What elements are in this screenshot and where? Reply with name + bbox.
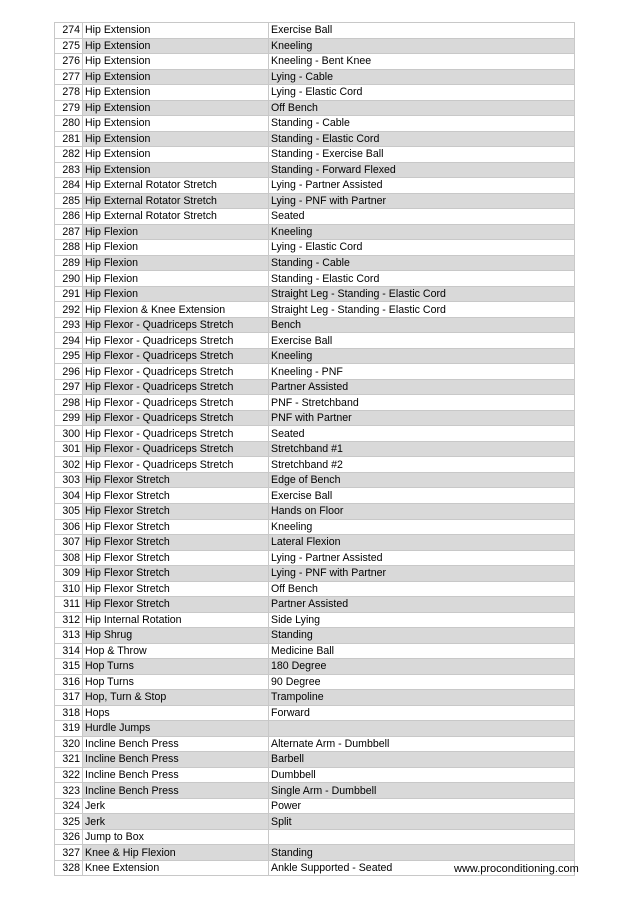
exercise-name-cell: Hip Flexion: [83, 271, 269, 287]
row-number-cell: 285: [55, 193, 83, 209]
exercise-variation-cell: Single Arm - Dumbbell: [269, 783, 575, 799]
exercise-variation-cell: Power: [269, 798, 575, 814]
row-number-cell: 286: [55, 209, 83, 225]
exercise-name-cell: Hip Extension: [83, 23, 269, 39]
exercise-variation-cell: Standing: [269, 845, 575, 861]
row-number-cell: 304: [55, 488, 83, 504]
exercise-name-cell: Hip Extension: [83, 131, 269, 147]
row-number-cell: 292: [55, 302, 83, 318]
row-number-cell: 297: [55, 379, 83, 395]
exercise-name-cell: Incline Bench Press: [83, 783, 269, 799]
exercise-name-cell: Hip Extension: [83, 85, 269, 101]
exercise-name-cell: Incline Bench Press: [83, 736, 269, 752]
row-number-cell: 291: [55, 286, 83, 302]
website-watermark: www.proconditioning.com: [454, 863, 579, 875]
row-number-cell: 312: [55, 612, 83, 628]
table-row: [55, 783, 575, 799]
exercise-name-cell: Jump to Box: [83, 829, 269, 845]
row-number-cell: 275: [55, 38, 83, 54]
exercise-variation-cell: Kneeling: [269, 519, 575, 535]
row-number-cell: 316: [55, 674, 83, 690]
row-number-cell: 321: [55, 752, 83, 768]
row-number-cell: 276: [55, 54, 83, 70]
table-row: [55, 674, 575, 690]
table-row: [55, 503, 575, 519]
exercise-name-cell: Hip Flexor Stretch: [83, 535, 269, 551]
exercise-variation-cell: Seated: [269, 209, 575, 225]
row-number-cell: 315: [55, 659, 83, 675]
table-row: [55, 566, 575, 582]
row-number-cell: 317: [55, 690, 83, 706]
exercise-variation-cell: Exercise Ball: [269, 333, 575, 349]
row-number-cell: 308: [55, 550, 83, 566]
row-number-cell: 328: [55, 860, 83, 876]
exercise-variation-cell: Partner Assisted: [269, 379, 575, 395]
exercise-variation-cell: Off Bench: [269, 100, 575, 116]
exercise-name-cell: Hip Flexor - Quadriceps Stretch: [83, 364, 269, 380]
table-row: [55, 255, 575, 271]
row-number-cell: 298: [55, 395, 83, 411]
exercise-name-cell: Hip Extension: [83, 116, 269, 132]
table-row: [55, 736, 575, 752]
exercise-name-cell: Hip Extension: [83, 147, 269, 163]
table-row: [55, 100, 575, 116]
exercise-name-cell: Hip Shrug: [83, 628, 269, 644]
exercise-name-cell: Hip Flexor Stretch: [83, 503, 269, 519]
exercise-name-cell: Hip Flexion: [83, 255, 269, 271]
exercise-name-cell: Hip Flexor Stretch: [83, 566, 269, 582]
exercise-variation-cell: Kneeling: [269, 224, 575, 240]
exercise-name-cell: Hip Flexor Stretch: [83, 488, 269, 504]
exercise-name-cell: Hops: [83, 705, 269, 721]
exercise-name-cell: Hip Flexion: [83, 224, 269, 240]
exercise-name-cell: Jerk: [83, 814, 269, 830]
exercise-variation-cell: [269, 721, 575, 737]
row-number-cell: 306: [55, 519, 83, 535]
exercise-variation-cell: 90 Degree: [269, 674, 575, 690]
exercise-name-cell: Hip Flexor Stretch: [83, 597, 269, 613]
row-number-cell: 305: [55, 503, 83, 519]
table-row: [55, 271, 575, 287]
table-row: [55, 628, 575, 644]
exercise-variation-cell: Straight Leg - Standing - Elastic Cord: [269, 286, 575, 302]
row-number-cell: 313: [55, 628, 83, 644]
table-row: [55, 752, 575, 768]
table-row: [55, 441, 575, 457]
table-row: [55, 54, 575, 70]
table-row: [55, 457, 575, 473]
exercise-variation-cell: Standing - Cable: [269, 116, 575, 132]
table-row: [55, 581, 575, 597]
row-number-cell: 287: [55, 224, 83, 240]
row-number-cell: 290: [55, 271, 83, 287]
exercise-variation-cell: Kneeling: [269, 38, 575, 54]
exercise-variation-cell: Hands on Floor: [269, 503, 575, 519]
exercise-name-cell: Hip Extension: [83, 38, 269, 54]
row-number-cell: 307: [55, 535, 83, 551]
row-number-cell: 294: [55, 333, 83, 349]
row-number-cell: 284: [55, 178, 83, 194]
exercise-variation-cell: Lying - PNF with Partner: [269, 193, 575, 209]
row-number-cell: 302: [55, 457, 83, 473]
exercise-variation-cell: Stretchband #1: [269, 441, 575, 457]
row-number-cell: 310: [55, 581, 83, 597]
table-row: [55, 550, 575, 566]
exercise-variation-cell: Medicine Ball: [269, 643, 575, 659]
exercise-name-cell: Hip Flexor Stretch: [83, 472, 269, 488]
exercise-variation-cell: PNF - Stretchband: [269, 395, 575, 411]
exercise-table-body: [55, 23, 575, 876]
table-row: [55, 162, 575, 178]
exercise-variation-cell: Lying - Elastic Cord: [269, 240, 575, 256]
exercise-name-cell: Hip External Rotator Stretch: [83, 193, 269, 209]
table-row: [55, 379, 575, 395]
exercise-variation-cell: [269, 829, 575, 845]
row-number-cell: 289: [55, 255, 83, 271]
table-row: [55, 348, 575, 364]
row-number-cell: 318: [55, 705, 83, 721]
row-number-cell: 279: [55, 100, 83, 116]
table-row: [55, 23, 575, 39]
table-row: [55, 209, 575, 225]
exercise-variation-cell: Ankle Supported - Seated: [269, 860, 575, 876]
exercise-name-cell: Hip Extension: [83, 162, 269, 178]
exercise-variation-cell: Lying - Partner Assisted: [269, 178, 575, 194]
exercise-name-cell: Hip Flexor - Quadriceps Stretch: [83, 441, 269, 457]
exercise-name-cell: Hip Flexion: [83, 286, 269, 302]
row-number-cell: 281: [55, 131, 83, 147]
exercise-name-cell: Hop & Throw: [83, 643, 269, 659]
exercise-variation-cell: Standing - Cable: [269, 255, 575, 271]
exercise-table: [54, 22, 575, 876]
table-row: [55, 426, 575, 442]
row-number-cell: 314: [55, 643, 83, 659]
exercise-variation-cell: Side Lying: [269, 612, 575, 628]
exercise-name-cell: Hip Internal Rotation: [83, 612, 269, 628]
row-number-cell: 323: [55, 783, 83, 799]
exercise-variation-cell: Lying - PNF with Partner: [269, 566, 575, 582]
table-row: [55, 364, 575, 380]
exercise-name-cell: Hop, Turn & Stop: [83, 690, 269, 706]
exercise-variation-cell: Exercise Ball: [269, 23, 575, 39]
exercise-variation-cell: Standing - Elastic Cord: [269, 271, 575, 287]
table-row: [55, 612, 575, 628]
exercise-variation-cell: Edge of Bench: [269, 472, 575, 488]
table-row: [55, 845, 575, 861]
row-number-cell: 319: [55, 721, 83, 737]
table-row: [55, 721, 575, 737]
exercise-name-cell: Hip Flexion & Knee Extension: [83, 302, 269, 318]
exercise-variation-cell: PNF with Partner: [269, 410, 575, 426]
row-number-cell: 301: [55, 441, 83, 457]
table-row: [55, 224, 575, 240]
table-row: [55, 798, 575, 814]
row-number-cell: 277: [55, 69, 83, 85]
exercise-name-cell: Incline Bench Press: [83, 752, 269, 768]
exercise-variation-cell: Standing - Elastic Cord: [269, 131, 575, 147]
table-row: [55, 767, 575, 783]
exercise-name-cell: Hop Turns: [83, 659, 269, 675]
exercise-variation-cell: Standing - Forward Flexed: [269, 162, 575, 178]
exercise-variation-cell: 180 Degree: [269, 659, 575, 675]
exercise-variation-cell: Kneeling: [269, 348, 575, 364]
table-row: [55, 131, 575, 147]
table-row: [55, 814, 575, 830]
exercise-name-cell: Hip Flexor - Quadriceps Stretch: [83, 379, 269, 395]
row-number-cell: 278: [55, 85, 83, 101]
row-number-cell: 295: [55, 348, 83, 364]
row-number-cell: 288: [55, 240, 83, 256]
table-row: [55, 178, 575, 194]
table-row: [55, 395, 575, 411]
exercise-variation-cell: Lateral Flexion: [269, 535, 575, 551]
exercise-name-cell: Hip Flexor - Quadriceps Stretch: [83, 317, 269, 333]
exercise-name-cell: Hurdle Jumps: [83, 721, 269, 737]
exercise-name-cell: Hip Extension: [83, 100, 269, 116]
table-row: [55, 519, 575, 535]
exercise-name-cell: Hip External Rotator Stretch: [83, 178, 269, 194]
table-row: [55, 643, 575, 659]
exercise-variation-cell: Off Bench: [269, 581, 575, 597]
exercise-variation-cell: Lying - Cable: [269, 69, 575, 85]
row-number-cell: 322: [55, 767, 83, 783]
exercise-name-cell: Hip Flexor - Quadriceps Stretch: [83, 410, 269, 426]
row-number-cell: 303: [55, 472, 83, 488]
exercise-name-cell: Knee & Hip Flexion: [83, 845, 269, 861]
exercise-variation-cell: Trampoline: [269, 690, 575, 706]
exercise-variation-cell: Barbell: [269, 752, 575, 768]
exercise-variation-cell: Lying - Elastic Cord: [269, 85, 575, 101]
table-row: [55, 38, 575, 54]
exercise-name-cell: Hip Extension: [83, 54, 269, 70]
table-row: [55, 85, 575, 101]
table-row: [55, 302, 575, 318]
exercise-variation-cell: Seated: [269, 426, 575, 442]
row-number-cell: 326: [55, 829, 83, 845]
row-number-cell: 296: [55, 364, 83, 380]
table-row: [55, 472, 575, 488]
table-row: [55, 410, 575, 426]
exercise-name-cell: Hip Flexor - Quadriceps Stretch: [83, 348, 269, 364]
exercise-variation-cell: Stretchband #2: [269, 457, 575, 473]
exercise-variation-cell: Partner Assisted: [269, 597, 575, 613]
exercise-name-cell: Hip External Rotator Stretch: [83, 209, 269, 225]
table-row: [55, 705, 575, 721]
exercise-variation-cell: Split: [269, 814, 575, 830]
row-number-cell: 274: [55, 23, 83, 39]
table-row: [55, 147, 575, 163]
exercise-variation-cell: Forward: [269, 705, 575, 721]
table-row: [55, 690, 575, 706]
row-number-cell: 300: [55, 426, 83, 442]
table-row: [55, 535, 575, 551]
exercise-variation-cell: Exercise Ball: [269, 488, 575, 504]
exercise-name-cell: Hip Flexor Stretch: [83, 519, 269, 535]
exercise-variation-cell: Alternate Arm - Dumbbell: [269, 736, 575, 752]
exercise-variation-cell: Standing - Exercise Ball: [269, 147, 575, 163]
exercise-variation-cell: Kneeling - PNF: [269, 364, 575, 380]
row-number-cell: 311: [55, 597, 83, 613]
exercise-name-cell: Knee Extension: [83, 860, 269, 876]
exercise-variation-cell: Lying - Partner Assisted: [269, 550, 575, 566]
row-number-cell: 299: [55, 410, 83, 426]
exercise-variation-cell: Bench: [269, 317, 575, 333]
table-row: [55, 193, 575, 209]
table-row: [55, 286, 575, 302]
exercise-name-cell: Hip Flexor - Quadriceps Stretch: [83, 426, 269, 442]
exercise-name-cell: Hip Extension: [83, 69, 269, 85]
table-row: [55, 69, 575, 85]
row-number-cell: 320: [55, 736, 83, 752]
exercise-name-cell: Hip Flexor - Quadriceps Stretch: [83, 395, 269, 411]
table-row: [55, 116, 575, 132]
exercise-variation-cell: Kneeling - Bent Knee: [269, 54, 575, 70]
table-row: [55, 240, 575, 256]
exercise-name-cell: Hip Flexor Stretch: [83, 581, 269, 597]
table-row: [55, 829, 575, 845]
row-number-cell: 283: [55, 162, 83, 178]
table-row: [55, 659, 575, 675]
exercise-variation-cell: Straight Leg - Standing - Elastic Cord: [269, 302, 575, 318]
row-number-cell: 327: [55, 845, 83, 861]
row-number-cell: 324: [55, 798, 83, 814]
exercise-name-cell: Hop Turns: [83, 674, 269, 690]
exercise-variation-cell: Dumbbell: [269, 767, 575, 783]
exercise-variation-cell: Standing: [269, 628, 575, 644]
exercise-name-cell: Incline Bench Press: [83, 767, 269, 783]
exercise-name-cell: Jerk: [83, 798, 269, 814]
row-number-cell: 280: [55, 116, 83, 132]
exercise-name-cell: Hip Flexion: [83, 240, 269, 256]
exercise-name-cell: Hip Flexor Stretch: [83, 550, 269, 566]
table-row: [55, 333, 575, 349]
exercise-name-cell: Hip Flexor - Quadriceps Stretch: [83, 333, 269, 349]
table-row: [55, 597, 575, 613]
table-row: [55, 317, 575, 333]
table-row: [55, 488, 575, 504]
row-number-cell: 293: [55, 317, 83, 333]
row-number-cell: 309: [55, 566, 83, 582]
row-number-cell: 325: [55, 814, 83, 830]
exercise-name-cell: Hip Flexor - Quadriceps Stretch: [83, 457, 269, 473]
row-number-cell: 282: [55, 147, 83, 163]
